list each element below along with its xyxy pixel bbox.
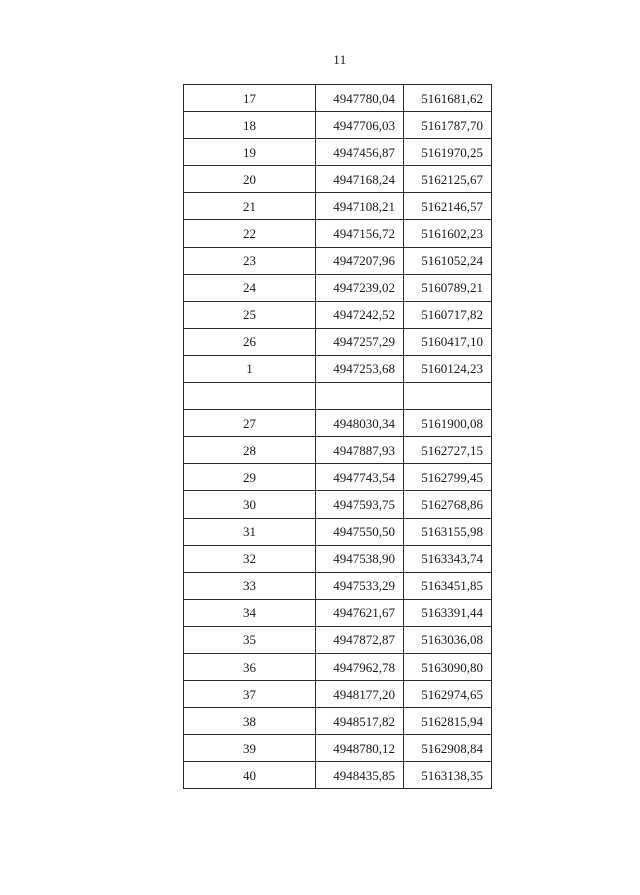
- point-number-cell: 28: [184, 437, 316, 464]
- y-coordinate-cell: 5162815,94: [404, 708, 492, 735]
- x-coordinate-cell: 4947533,29: [316, 572, 404, 599]
- table-row: [184, 410, 492, 437]
- table-row: [184, 572, 492, 599]
- table-row: [184, 355, 492, 382]
- point-number-cell: 30: [184, 491, 316, 518]
- table-row: [184, 247, 492, 274]
- x-coordinate-cell: 4947593,75: [316, 491, 404, 518]
- table-row: [184, 437, 492, 464]
- table-row: [184, 139, 492, 166]
- point-number-cell: 22: [184, 220, 316, 247]
- point-number-cell: 31: [184, 518, 316, 545]
- table-row: [184, 328, 492, 355]
- table-row: [184, 383, 492, 410]
- table-row: [184, 545, 492, 572]
- x-coordinate-cell: 4947156,72: [316, 220, 404, 247]
- x-coordinate-cell: 4947621,67: [316, 599, 404, 626]
- point-number-cell: 18: [184, 112, 316, 139]
- point-number-cell: 23: [184, 247, 316, 274]
- table-row: [184, 626, 492, 653]
- x-coordinate-cell: 4948780,12: [316, 735, 404, 762]
- point-number-cell: 27: [184, 410, 316, 437]
- point-number-cell: 17: [184, 85, 316, 112]
- x-coordinate-cell: 4947538,90: [316, 545, 404, 572]
- x-coordinate-cell: 4947108,21: [316, 193, 404, 220]
- point-number-cell: 39: [184, 735, 316, 762]
- x-coordinate-cell: 4948517,82: [316, 708, 404, 735]
- table-row: [184, 681, 492, 708]
- table-row: [184, 653, 492, 680]
- y-coordinate-cell: 5161900,08: [404, 410, 492, 437]
- x-coordinate-cell: 4947706,03: [316, 112, 404, 139]
- x-coordinate-cell: 4947743,54: [316, 464, 404, 491]
- x-coordinate-cell: 4947456,87: [316, 139, 404, 166]
- point-number-cell: 36: [184, 653, 316, 680]
- y-coordinate-cell: 5161602,23: [404, 220, 492, 247]
- x-coordinate-cell: 4947257,29: [316, 328, 404, 355]
- x-coordinate-cell: 4947242,52: [316, 301, 404, 328]
- coordinates-table: [183, 84, 492, 789]
- y-coordinate-cell: 5160789,21: [404, 274, 492, 301]
- page-number: 11: [333, 52, 347, 67]
- y-coordinate-cell: 5162125,67: [404, 166, 492, 193]
- y-coordinate-cell: 5160417,10: [404, 328, 492, 355]
- table-row: [184, 193, 492, 220]
- table-row: [184, 762, 492, 789]
- x-coordinate-cell: 4948177,20: [316, 681, 404, 708]
- table-row: [184, 166, 492, 193]
- y-coordinate-cell: 5163090,80: [404, 653, 492, 680]
- table-row: [184, 274, 492, 301]
- table-row: [184, 112, 492, 139]
- point-number-cell: 29: [184, 464, 316, 491]
- table-row: [184, 735, 492, 762]
- x-coordinate-cell: 4947962,78: [316, 653, 404, 680]
- y-coordinate-cell: 5163343,74: [404, 545, 492, 572]
- point-number-cell: 32: [184, 545, 316, 572]
- y-coordinate-cell: 5162799,45: [404, 464, 492, 491]
- point-number-cell: 20: [184, 166, 316, 193]
- point-number-cell: 33: [184, 572, 316, 599]
- point-number-cell: 37: [184, 681, 316, 708]
- x-coordinate-cell: 4947780,04: [316, 85, 404, 112]
- point-number-cell: 24: [184, 274, 316, 301]
- point-number-cell: 40: [184, 762, 316, 789]
- x-coordinate-cell: 4948435,85: [316, 762, 404, 789]
- point-number-cell: 26: [184, 328, 316, 355]
- y-coordinate-cell: 5163036,08: [404, 626, 492, 653]
- table-row: [184, 301, 492, 328]
- y-coordinate-cell: [404, 383, 492, 410]
- table-row: [184, 85, 492, 112]
- x-coordinate-cell: 4947253,68: [316, 355, 404, 382]
- y-coordinate-cell: 5162908,84: [404, 735, 492, 762]
- table-row: [184, 518, 492, 545]
- table-row: [184, 599, 492, 626]
- point-number-cell: 35: [184, 626, 316, 653]
- x-coordinate-cell: 4948030,34: [316, 410, 404, 437]
- coordinates-table-body: [184, 85, 492, 789]
- x-coordinate-cell: 4947168,24: [316, 166, 404, 193]
- point-number-cell: 34: [184, 599, 316, 626]
- point-number-cell: 1: [184, 355, 316, 382]
- x-coordinate-cell: 4947872,87: [316, 626, 404, 653]
- table-row: [184, 220, 492, 247]
- y-coordinate-cell: 5161681,62: [404, 85, 492, 112]
- y-coordinate-cell: 5162974,65: [404, 681, 492, 708]
- point-number-cell: 21: [184, 193, 316, 220]
- table-row: [184, 708, 492, 735]
- point-number-cell: 38: [184, 708, 316, 735]
- x-coordinate-cell: [316, 383, 404, 410]
- y-coordinate-cell: 5162146,57: [404, 193, 492, 220]
- y-coordinate-cell: 5161052,24: [404, 247, 492, 274]
- x-coordinate-cell: 4947239,02: [316, 274, 404, 301]
- table-row: [184, 491, 492, 518]
- y-coordinate-cell: 5163138,35: [404, 762, 492, 789]
- y-coordinate-cell: 5163155,98: [404, 518, 492, 545]
- y-coordinate-cell: 5160124,23: [404, 355, 492, 382]
- y-coordinate-cell: 5163391,44: [404, 599, 492, 626]
- point-number-cell: [184, 383, 316, 410]
- table-row: [184, 464, 492, 491]
- point-number-cell: 19: [184, 139, 316, 166]
- point-number-cell: 25: [184, 301, 316, 328]
- y-coordinate-cell: 5161787,70: [404, 112, 492, 139]
- x-coordinate-cell: 4947550,50: [316, 518, 404, 545]
- y-coordinate-cell: 5161970,25: [404, 139, 492, 166]
- x-coordinate-cell: 4947887,93: [316, 437, 404, 464]
- y-coordinate-cell: 5160717,82: [404, 301, 492, 328]
- y-coordinate-cell: 5162727,15: [404, 437, 492, 464]
- y-coordinate-cell: 5163451,85: [404, 572, 492, 599]
- y-coordinate-cell: 5162768,86: [404, 491, 492, 518]
- x-coordinate-cell: 4947207,96: [316, 247, 404, 274]
